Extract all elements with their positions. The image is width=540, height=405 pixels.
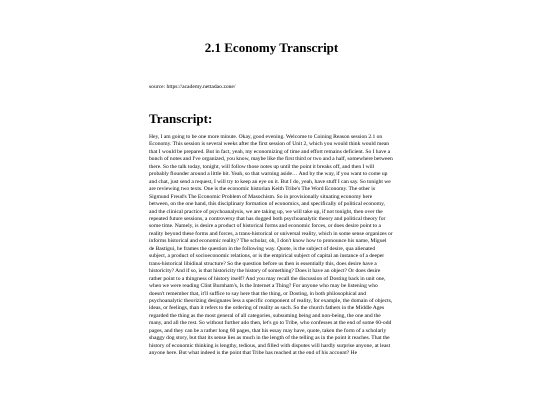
transcript-heading: Transcript: (149, 111, 213, 126)
transcript-body: Hey, I am going to be one more minute. Okay, good evening. Welcome to Coining Reason session 2.1 on Economy. This session is several weeks after the first session of Unit 2, which you would think would mean that I would be prepared. But in fact, yeah, my economizing of time and effort remains deficient. So I have a bunch of notes and I've organized, you know, maybe like the first third or two and a half, somewhere between there. So the talk today, tonight, will follow those notes up until the point it breaks off, and then I will probably flounder around a little bit. Yeah, so that warning aside… And by the way, if you want to come up and chat, just send a request, I will try to keep an eye on it. But I do, yeah, have stuff I can say. So tonight we are reviewing two texts. One is the economic historian Keith Tribe's The Word Economy. The other is Sigmund Freud's The Economic Problem of Masochism. So in provisionally situating economy here between, on the one hand, this disciplinary formation of economics, and specifically of political economy, and the clinical practice of psychoanalysis, we are taking up, we will take up, if not tonight, then over the repeated future sessions, a controversy that has dogged both psychoanalytic theory and political theory for some time. Namely, is desire a product of historical forms and economic forces, or does desire point to a reality beyond these forms and forces, a trans-historical or universal reality, which in some sense organizes or informs historical and economic reality? The scholar, oh, I don't know how to pronounce his name, Miguel de Bastigui, he frames the question in the following way. Quote, is the subject of desire, qua alienated subject, a product of socioeconomic relations, or is the empirical subject of capital an instance of a deeper trans-historical libidinal structure? So the question before us then is essentially this, does desire have a historicity? And if so, is that historicity the history of something? Does it have an object? Or does desire rather point to a thingness of history itself? And you may recall the discussion of Dosting back in unit one, when we were reading Clint Burnham's, Is the Internet a Thing? For anyone who may be listening who doesn't remember that, it'll suffice to say here that the thing, or Dosting, in both philosophical and psychoanalytic theorizing designates less a specific component of reality, for example, the domain of objects, ideas, or feelings, than it refers to the ordering of reality as such. So the church fathers in the Middle Ages regarded the thing as the most general of all categories, subsuming being and non-being, the one and the many, and all the rest. So without further ado then, let's go to Tribe, who confesses at the end of some 60-odd pages, and they can be a rather long 60 pages, that his essay may have, quote, taken the form of a scholarly shaggy dog story, but that its sense lies as much in the length of the telling as in the point it reaches. That the history of economic thinking is lengthy, tedious, and filled with disputes will hardly surprise anyone, at least anyone here. But what indeed is the point that Tribe has reached at the end of his account? He (149, 134, 393, 357)
source-line: source: https://academy.nettadao.zone/ (149, 84, 236, 90)
page-title: 2.1 Economy Transcript (204, 40, 339, 55)
